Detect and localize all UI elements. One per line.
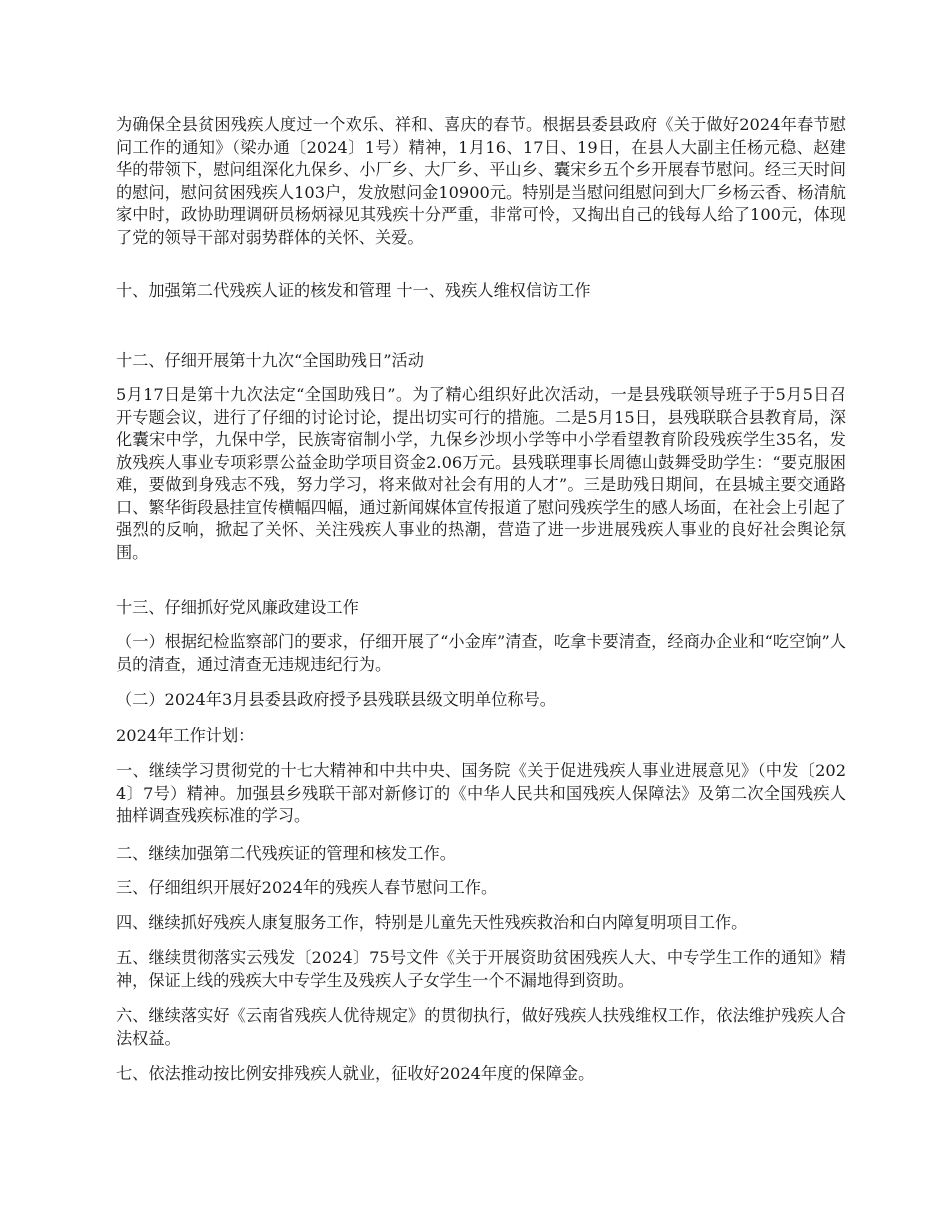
plan-item-1: 一、继续学习贯彻党的十七大精神和中共中央、国务院《关于促进残疾人事业进展意见》（中发〔2024〕7号）精神。加强县乡残联干部对新修订的《中华人民共和国残疾人保障法》及第二次全国残疾人抽样调查残疾标准的学习。	[116, 761, 846, 825]
plan-item-7: 七、依法推动按比例安排残疾人就业，征收好2024年度的保障金。	[116, 1064, 595, 1083]
paragraph-disability-day: 5月17日是第十九次法定“全国助残日”。为了精心组织好此次活动，一是县残联领导班子于5月5日召开专题会议，进行了仔细的讨论讨论，提出切实可行的措施。二是5月15日，县残联联合县教育局，深化囊宋中学，九保中学，民族寄宿制小学，九保乡沙坝小学等中小学看望教育阶段残疾学生35名，发放残疾人事业专项彩票公益金助学项目资金2.06万元。县残联理事长周德山鼓舞受助学生：“要克服困难，要做到身残志不残，努力学习，将来做对社会有用的人才”。三是助残日期间，在县城主要交通路口、繁华街段悬挂宣传横幅四幅，通过新闻媒体宣传报道了慰问残疾学生的感人场面，在社会上引起了强烈的反响，掀起了关怀、关注残疾人事业的热潮，营造了进一步进展残疾人事业的良好社会舆论氛围。	[116, 385, 846, 562]
plan-item-6: 六、继续落实好《云南省残疾人优待规定》的贯彻执行，做好残疾人扶残维权工作，依法维护残疾人合法权益。	[116, 1006, 846, 1048]
heading-section-13: 十三、仔细抓好党风廉政建设工作	[116, 598, 359, 617]
heading-work-plan: 2024年工作计划：	[116, 726, 255, 745]
paragraph-spring-festival-visits: 为确保全县贫困残疾人度过一个欢乐、祥和、喜庆的春节。根据县委县政府《关于做好2024年春节慰问工作的通知》（梁办通〔2024〕1号）精神，1月16、17日、19日，在县人大副主任杨元稳、赵建华的带领下，慰问组深化九保乡、小厂乡、大厂乡、平山乡、囊宋乡五个乡开展春节慰问。经三天时间的慰问，慰问贫困残疾人103户，发放慰问金10900元。特别是当慰问组慰问到大厂乡杨云香、杨清航家中时，政协助理调研员杨炳禄见其残疾十分严重，非常可怜，又掏出自己的钱每人给了100元，体现了党的领导干部对弱势群体的关怀、关爱。	[116, 115, 846, 247]
plan-item-3: 三、仔细组织开展好2024年的残疾人春节慰问工作。	[116, 878, 498, 897]
plan-item-4: 四、继续抓好残疾人康复服务工作，特别是儿童先天性残疾救治和白内障复明项目工作。	[116, 913, 748, 932]
plan-item-5: 五、继续贯彻落实云残发〔2024〕75号文件《关于开展资助贫困残疾人大、中专学生工作的通知》精神，保证上线的残疾大中专学生及残疾人子女学生一个不漏地得到资助。	[116, 948, 846, 990]
plan-item-2: 二、继续加强第二代残疾证的管理和核发工作。	[116, 844, 456, 863]
paragraph-clean-governance-2: （二）2024年3月县委县政府授予县残联县级文明单位称号。	[116, 690, 556, 709]
heading-section-12: 十二、仔细开展第十九次“全国助残日”活动	[116, 351, 424, 370]
paragraph-clean-governance-1: （一）根据纪检监察部门的要求，仔细开展了“小金库”清查，吃拿卡要清查，经商办企业和“吃空饷”人员的清查，通过清查无违规违纪行为。	[116, 632, 846, 674]
heading-sections-10-11: 十、加强第二代残疾人证的核发和管理 十一、残疾人维权信访工作	[116, 281, 591, 300]
